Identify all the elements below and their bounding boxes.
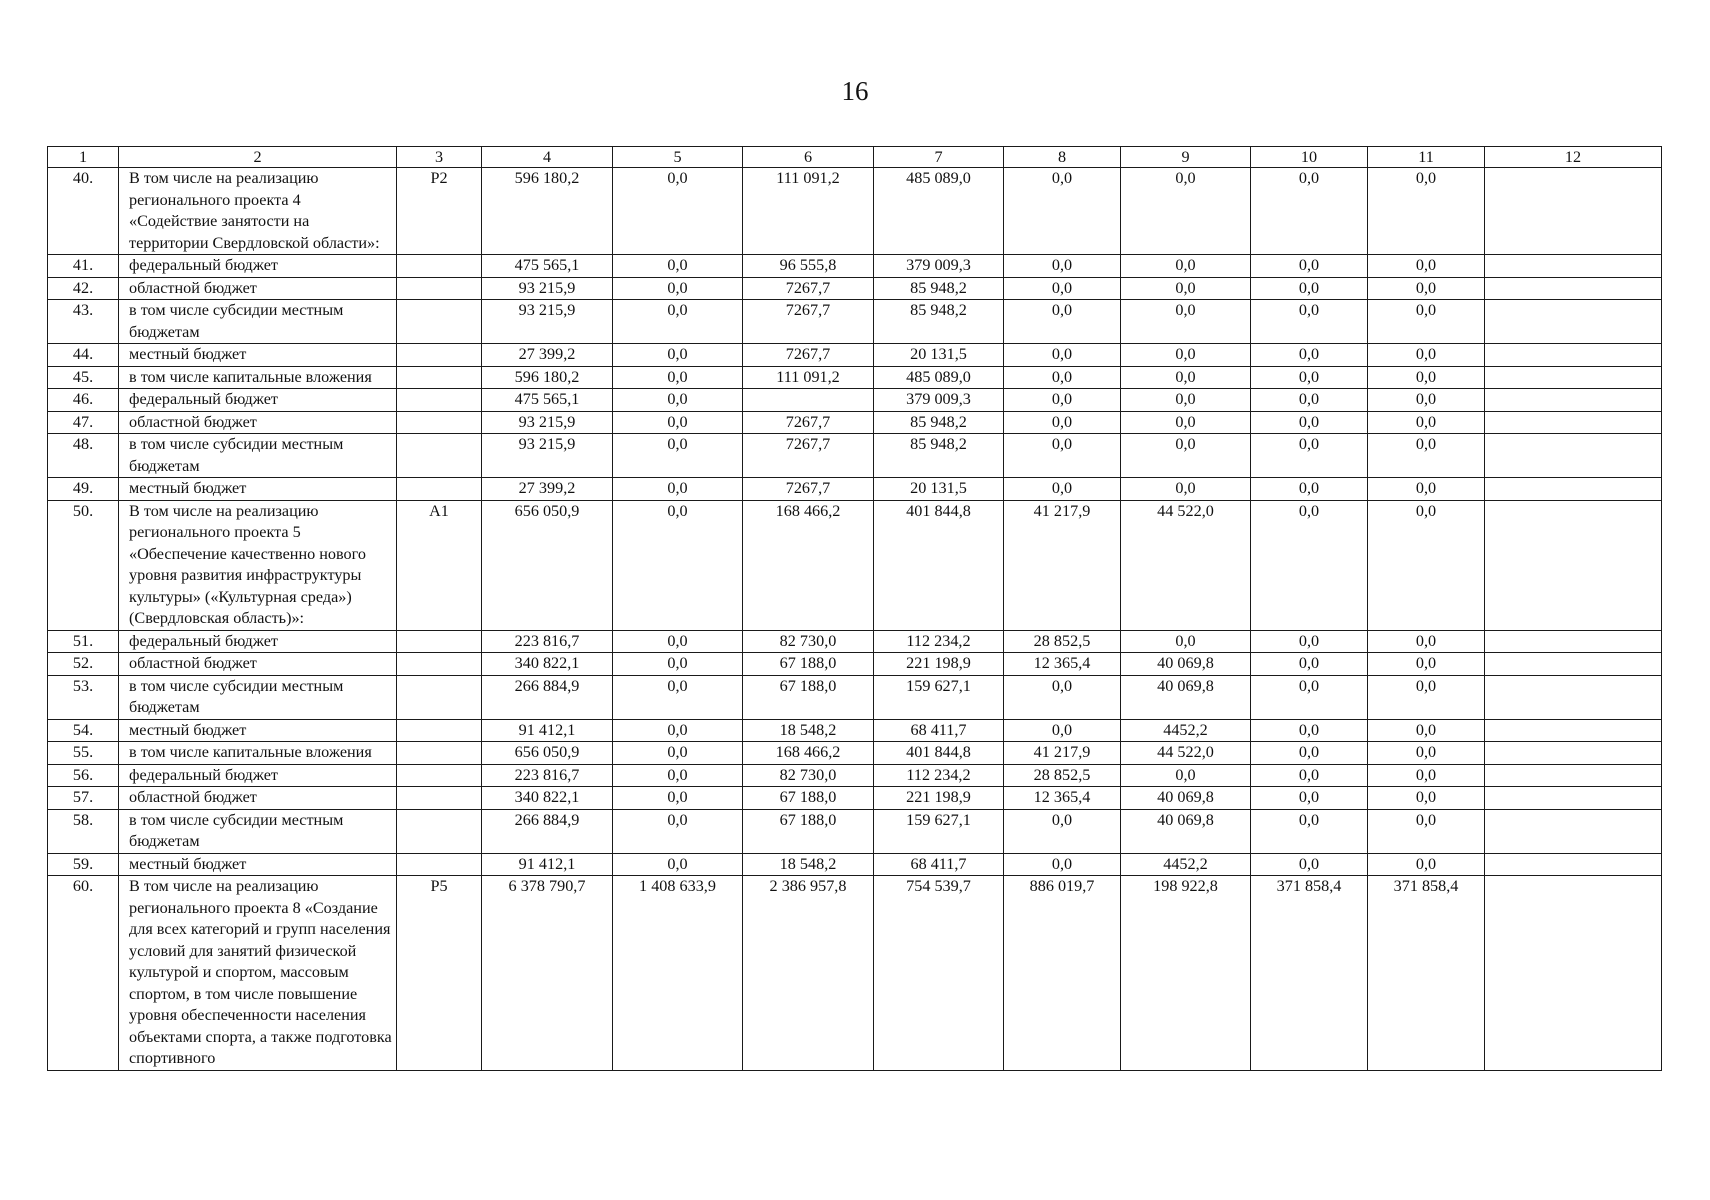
value-cell: 0,0: [1368, 168, 1485, 255]
value-cell: 0,0: [1251, 675, 1368, 719]
row-code-cell: [397, 853, 482, 876]
row-number-cell: 56.: [48, 764, 119, 787]
row-number-cell: 49.: [48, 478, 119, 501]
row-code-cell: A1: [397, 500, 482, 630]
value-cell: 93 215,9: [482, 434, 613, 478]
row-number-cell: 58.: [48, 809, 119, 853]
column-header: 11: [1368, 147, 1485, 168]
value-cell: 0,0: [613, 853, 743, 876]
row-name-cell: областной бюджет: [119, 653, 397, 676]
value-cell: 886 019,7: [1004, 876, 1121, 1071]
value-cell: 91 412,1: [482, 719, 613, 742]
value-cell: 0,0: [1251, 742, 1368, 765]
row-name-cell: в том числе субсидии местным бюджетам: [119, 675, 397, 719]
value-cell: [1485, 389, 1662, 412]
value-cell: 0,0: [1004, 719, 1121, 742]
value-cell: 0,0: [1251, 411, 1368, 434]
value-cell: 0,0: [1368, 366, 1485, 389]
table-row: [48, 500, 1662, 630]
value-cell: 85 948,2: [874, 277, 1004, 300]
value-cell: 112 234,2: [874, 764, 1004, 787]
row-name-cell: В том числе на реализацию регионального проекта 4 «Содействие занятости на территории Свердловской области»:: [119, 168, 397, 255]
value-cell: 0,0: [1004, 255, 1121, 278]
table-row: [48, 653, 1662, 676]
value-cell: 93 215,9: [482, 277, 613, 300]
value-cell: 0,0: [1121, 411, 1251, 434]
row-number-cell: 40.: [48, 168, 119, 255]
value-cell: 0,0: [1251, 389, 1368, 412]
value-cell: [1485, 366, 1662, 389]
value-cell: 0,0: [613, 809, 743, 853]
value-cell: 20 131,5: [874, 478, 1004, 501]
column-header: 12: [1485, 147, 1662, 168]
value-cell: 0,0: [613, 277, 743, 300]
value-cell: 44 522,0: [1121, 500, 1251, 630]
header-row: [48, 147, 1662, 168]
row-code-cell: [397, 764, 482, 787]
row-name-cell: в том числе субсидии местным бюджетам: [119, 300, 397, 344]
value-cell: [1485, 853, 1662, 876]
value-cell: 0,0: [1251, 366, 1368, 389]
value-cell: [1485, 787, 1662, 810]
value-cell: [1485, 876, 1662, 1071]
value-cell: 0,0: [1004, 366, 1121, 389]
row-number-cell: 51.: [48, 630, 119, 653]
value-cell: 0,0: [1251, 809, 1368, 853]
value-cell: 168 466,2: [743, 500, 874, 630]
value-cell: 0,0: [1251, 434, 1368, 478]
value-cell: 67 188,0: [743, 653, 874, 676]
value-cell: 96 555,8: [743, 255, 874, 278]
value-cell: 67 188,0: [743, 787, 874, 810]
value-cell: 0,0: [1121, 277, 1251, 300]
value-cell: 0,0: [1251, 344, 1368, 367]
row-name-cell: в том числе субсидии местным бюджетам: [119, 434, 397, 478]
value-cell: 0,0: [1368, 344, 1485, 367]
value-cell: [1485, 277, 1662, 300]
value-cell: 0,0: [1368, 389, 1485, 412]
value-cell: 0,0: [1251, 277, 1368, 300]
value-cell: 0,0: [1121, 764, 1251, 787]
value-cell: [1485, 500, 1662, 630]
value-cell: 371 858,4: [1368, 876, 1485, 1071]
value-cell: 0,0: [1368, 500, 1485, 630]
row-number-cell: 53.: [48, 675, 119, 719]
value-cell: 0,0: [613, 389, 743, 412]
value-cell: 340 822,1: [482, 653, 613, 676]
value-cell: 112 234,2: [874, 630, 1004, 653]
value-cell: [1485, 411, 1662, 434]
value-cell: 379 009,3: [874, 255, 1004, 278]
value-cell: 0,0: [613, 344, 743, 367]
row-number-cell: 50.: [48, 500, 119, 630]
value-cell: 401 844,8: [874, 742, 1004, 765]
row-name-cell: областной бюджет: [119, 787, 397, 810]
row-name-cell: В том числе на реализацию регионального проекта 8 «Создание для всех категорий и групп населения условий для занятий физической культурой и спортом, массовым спортом, в том числе повышение уровня обеспеченности населения объектами спорта, а также подготовка спортивного: [119, 876, 397, 1071]
row-code-cell: [397, 255, 482, 278]
row-name-cell: в том числе субсидии местным бюджетам: [119, 809, 397, 853]
value-cell: 4452,2: [1121, 719, 1251, 742]
value-cell: 159 627,1: [874, 675, 1004, 719]
value-cell: 0,0: [1368, 411, 1485, 434]
column-header: 1: [48, 147, 119, 168]
row-name-cell: областной бюджет: [119, 411, 397, 434]
table-row: [48, 300, 1662, 344]
row-name-cell: местный бюджет: [119, 719, 397, 742]
value-cell: [1485, 675, 1662, 719]
value-cell: 68 411,7: [874, 853, 1004, 876]
row-code-cell: [397, 675, 482, 719]
value-cell: 67 188,0: [743, 809, 874, 853]
value-cell: 7267,7: [743, 434, 874, 478]
table-row: [48, 742, 1662, 765]
value-cell: 68 411,7: [874, 719, 1004, 742]
value-cell: [1485, 742, 1662, 765]
value-cell: 1 408 633,9: [613, 876, 743, 1071]
value-cell: 266 884,9: [482, 809, 613, 853]
value-cell: 85 948,2: [874, 411, 1004, 434]
value-cell: 0,0: [1251, 500, 1368, 630]
row-code-cell: [397, 787, 482, 810]
row-code-cell: [397, 300, 482, 344]
row-name-cell: В том числе на реализацию регионального проекта 5 «Обеспечение качественно нового уровня развития инфраструктуры культуры» («Культурная среда») (Свердловская область)»:: [119, 500, 397, 630]
row-code-cell: [397, 434, 482, 478]
value-cell: 0,0: [1004, 853, 1121, 876]
value-cell: 82 730,0: [743, 630, 874, 653]
value-cell: 7267,7: [743, 411, 874, 434]
value-cell: 266 884,9: [482, 675, 613, 719]
value-cell: 0,0: [1368, 255, 1485, 278]
value-cell: 0,0: [1004, 675, 1121, 719]
value-cell: 93 215,9: [482, 411, 613, 434]
row-number-cell: 47.: [48, 411, 119, 434]
value-cell: 0,0: [1121, 255, 1251, 278]
value-cell: 0,0: [1004, 300, 1121, 344]
value-cell: 475 565,1: [482, 255, 613, 278]
row-number-cell: 48.: [48, 434, 119, 478]
value-cell: 0,0: [613, 719, 743, 742]
value-cell: 0,0: [1368, 300, 1485, 344]
value-cell: 0,0: [1121, 344, 1251, 367]
value-cell: 0,0: [1368, 719, 1485, 742]
row-code-cell: [397, 742, 482, 765]
value-cell: 198 922,8: [1121, 876, 1251, 1071]
value-cell: 0,0: [1121, 478, 1251, 501]
row-name-cell: в том числе капитальные вложения: [119, 742, 397, 765]
value-cell: 168 466,2: [743, 742, 874, 765]
value-cell: 82 730,0: [743, 764, 874, 787]
value-cell: 754 539,7: [874, 876, 1004, 1071]
value-cell: [1485, 255, 1662, 278]
row-number-cell: 52.: [48, 653, 119, 676]
row-number-cell: 57.: [48, 787, 119, 810]
value-cell: 0,0: [1368, 277, 1485, 300]
row-code-cell: [397, 366, 482, 389]
value-cell: 85 948,2: [874, 434, 1004, 478]
value-cell: 0,0: [613, 630, 743, 653]
value-cell: 0,0: [1121, 168, 1251, 255]
value-cell: 0,0: [1004, 411, 1121, 434]
row-number-cell: 45.: [48, 366, 119, 389]
value-cell: 28 852,5: [1004, 630, 1121, 653]
value-cell: 41 217,9: [1004, 742, 1121, 765]
value-cell: 18 548,2: [743, 719, 874, 742]
value-cell: 0,0: [1121, 434, 1251, 478]
value-cell: 379 009,3: [874, 389, 1004, 412]
value-cell: 0,0: [1368, 630, 1485, 653]
page-number: 16: [841, 76, 869, 106]
value-cell: 0,0: [1368, 787, 1485, 810]
value-cell: 0,0: [1004, 277, 1121, 300]
value-cell: 0,0: [1368, 764, 1485, 787]
table-row: [48, 344, 1662, 367]
value-cell: 0,0: [613, 787, 743, 810]
row-code-cell: [397, 653, 482, 676]
value-cell: 0,0: [1368, 434, 1485, 478]
value-cell: 0,0: [1121, 630, 1251, 653]
row-name-cell: местный бюджет: [119, 478, 397, 501]
table-row: [48, 719, 1662, 742]
row-code-cell: [397, 411, 482, 434]
row-number-cell: 46.: [48, 389, 119, 412]
value-cell: 485 089,0: [874, 168, 1004, 255]
value-cell: 0,0: [1368, 742, 1485, 765]
table-row: [48, 411, 1662, 434]
value-cell: 0,0: [613, 255, 743, 278]
value-cell: 0,0: [1251, 630, 1368, 653]
value-cell: 40 069,8: [1121, 675, 1251, 719]
value-cell: 0,0: [1121, 366, 1251, 389]
column-header: 7: [874, 147, 1004, 168]
row-code-cell: [397, 389, 482, 412]
table-row: [48, 255, 1662, 278]
value-cell: 221 198,9: [874, 787, 1004, 810]
value-cell: 596 180,2: [482, 366, 613, 389]
row-number-cell: 55.: [48, 742, 119, 765]
value-cell: 6 378 790,7: [482, 876, 613, 1071]
column-header: 9: [1121, 147, 1251, 168]
row-code-cell: [397, 344, 482, 367]
row-number-cell: 44.: [48, 344, 119, 367]
value-cell: 7267,7: [743, 277, 874, 300]
row-code-cell: [397, 719, 482, 742]
value-cell: 656 050,9: [482, 742, 613, 765]
value-cell: 40 069,8: [1121, 809, 1251, 853]
value-cell: 93 215,9: [482, 300, 613, 344]
row-number-cell: 54.: [48, 719, 119, 742]
value-cell: 221 198,9: [874, 653, 1004, 676]
column-header: 5: [613, 147, 743, 168]
value-cell: 7267,7: [743, 344, 874, 367]
value-cell: 0,0: [1368, 809, 1485, 853]
value-cell: 596 180,2: [482, 168, 613, 255]
value-cell: 2 386 957,8: [743, 876, 874, 1071]
column-header: 10: [1251, 147, 1368, 168]
row-number-cell: 60.: [48, 876, 119, 1071]
value-cell: 0,0: [1121, 389, 1251, 412]
value-cell: 0,0: [1368, 675, 1485, 719]
value-cell: [1485, 653, 1662, 676]
value-cell: 12 365,4: [1004, 787, 1121, 810]
value-cell: 475 565,1: [482, 389, 613, 412]
row-code-cell: [397, 277, 482, 300]
value-cell: 0,0: [613, 411, 743, 434]
row-name-cell: федеральный бюджет: [119, 630, 397, 653]
value-cell: 7267,7: [743, 478, 874, 501]
value-cell: 0,0: [613, 434, 743, 478]
table-row: [48, 389, 1662, 412]
row-name-cell: местный бюджет: [119, 344, 397, 367]
table-row: [48, 787, 1662, 810]
value-cell: 111 091,2: [743, 168, 874, 255]
value-cell: [1485, 764, 1662, 787]
table-row: [48, 876, 1662, 1071]
value-cell: 223 816,7: [482, 764, 613, 787]
value-cell: 27 399,2: [482, 478, 613, 501]
table-row: [48, 366, 1662, 389]
value-cell: 0,0: [1004, 434, 1121, 478]
value-cell: [743, 389, 874, 412]
budget-table: [47, 146, 1662, 1071]
row-number-cell: 59.: [48, 853, 119, 876]
value-cell: 44 522,0: [1121, 742, 1251, 765]
value-cell: [1485, 478, 1662, 501]
value-cell: [1485, 344, 1662, 367]
value-cell: 0,0: [1004, 478, 1121, 501]
value-cell: 0,0: [1004, 389, 1121, 412]
value-cell: 0,0: [1368, 653, 1485, 676]
row-name-cell: федеральный бюджет: [119, 764, 397, 787]
table-row: [48, 675, 1662, 719]
value-cell: 0,0: [613, 300, 743, 344]
value-cell: 223 816,7: [482, 630, 613, 653]
value-cell: 0,0: [613, 500, 743, 630]
table-row: [48, 277, 1662, 300]
value-cell: 27 399,2: [482, 344, 613, 367]
row-name-cell: федеральный бюджет: [119, 389, 397, 412]
value-cell: 0,0: [1004, 809, 1121, 853]
value-cell: 401 844,8: [874, 500, 1004, 630]
value-cell: 0,0: [613, 168, 743, 255]
value-cell: 0,0: [1368, 478, 1485, 501]
value-cell: [1485, 630, 1662, 653]
value-cell: 67 188,0: [743, 675, 874, 719]
row-number-cell: 42.: [48, 277, 119, 300]
column-header: 4: [482, 147, 613, 168]
value-cell: 340 822,1: [482, 787, 613, 810]
value-cell: 12 365,4: [1004, 653, 1121, 676]
value-cell: 0,0: [1251, 787, 1368, 810]
value-cell: 0,0: [613, 653, 743, 676]
value-cell: [1485, 434, 1662, 478]
value-cell: 371 858,4: [1251, 876, 1368, 1071]
value-cell: 111 091,2: [743, 366, 874, 389]
table-row: [48, 478, 1662, 501]
value-cell: 0,0: [1004, 168, 1121, 255]
value-cell: 4452,2: [1121, 853, 1251, 876]
column-header: 3: [397, 147, 482, 168]
value-cell: 0,0: [613, 742, 743, 765]
row-name-cell: в том числе капитальные вложения: [119, 366, 397, 389]
table-row: [48, 853, 1662, 876]
value-cell: 485 089,0: [874, 366, 1004, 389]
value-cell: [1485, 300, 1662, 344]
value-cell: 656 050,9: [482, 500, 613, 630]
row-code-cell: [397, 478, 482, 501]
value-cell: 0,0: [613, 366, 743, 389]
value-cell: 0,0: [1251, 300, 1368, 344]
value-cell: 20 131,5: [874, 344, 1004, 367]
value-cell: 7267,7: [743, 300, 874, 344]
table-row: [48, 809, 1662, 853]
value-cell: 159 627,1: [874, 809, 1004, 853]
table-row: [48, 630, 1662, 653]
value-cell: 40 069,8: [1121, 653, 1251, 676]
value-cell: 0,0: [1251, 478, 1368, 501]
value-cell: 40 069,8: [1121, 787, 1251, 810]
value-cell: 91 412,1: [482, 853, 613, 876]
value-cell: 41 217,9: [1004, 500, 1121, 630]
value-cell: 0,0: [1251, 719, 1368, 742]
table-row: [48, 434, 1662, 478]
value-cell: 85 948,2: [874, 300, 1004, 344]
row-code-cell: [397, 809, 482, 853]
value-cell: 18 548,2: [743, 853, 874, 876]
value-cell: 0,0: [1251, 653, 1368, 676]
row-name-cell: федеральный бюджет: [119, 255, 397, 278]
value-cell: 0,0: [1004, 344, 1121, 367]
table-row: [48, 764, 1662, 787]
column-header: 6: [743, 147, 874, 168]
row-name-cell: местный бюджет: [119, 853, 397, 876]
value-cell: 28 852,5: [1004, 764, 1121, 787]
value-cell: 0,0: [613, 478, 743, 501]
column-header: 2: [119, 147, 397, 168]
value-cell: 0,0: [613, 764, 743, 787]
row-name-cell: областной бюджет: [119, 277, 397, 300]
row-code-cell: P5: [397, 876, 482, 1071]
value-cell: 0,0: [613, 675, 743, 719]
table-row: [48, 168, 1662, 255]
value-cell: 0,0: [1251, 764, 1368, 787]
value-cell: 0,0: [1368, 853, 1485, 876]
column-header: 8: [1004, 147, 1121, 168]
row-number-cell: 43.: [48, 300, 119, 344]
value-cell: [1485, 168, 1662, 255]
value-cell: 0,0: [1251, 853, 1368, 876]
row-code-cell: P2: [397, 168, 482, 255]
value-cell: 0,0: [1251, 168, 1368, 255]
value-cell: [1485, 719, 1662, 742]
value-cell: 0,0: [1251, 255, 1368, 278]
row-code-cell: [397, 630, 482, 653]
row-number-cell: 41.: [48, 255, 119, 278]
value-cell: 0,0: [1121, 300, 1251, 344]
value-cell: [1485, 809, 1662, 853]
